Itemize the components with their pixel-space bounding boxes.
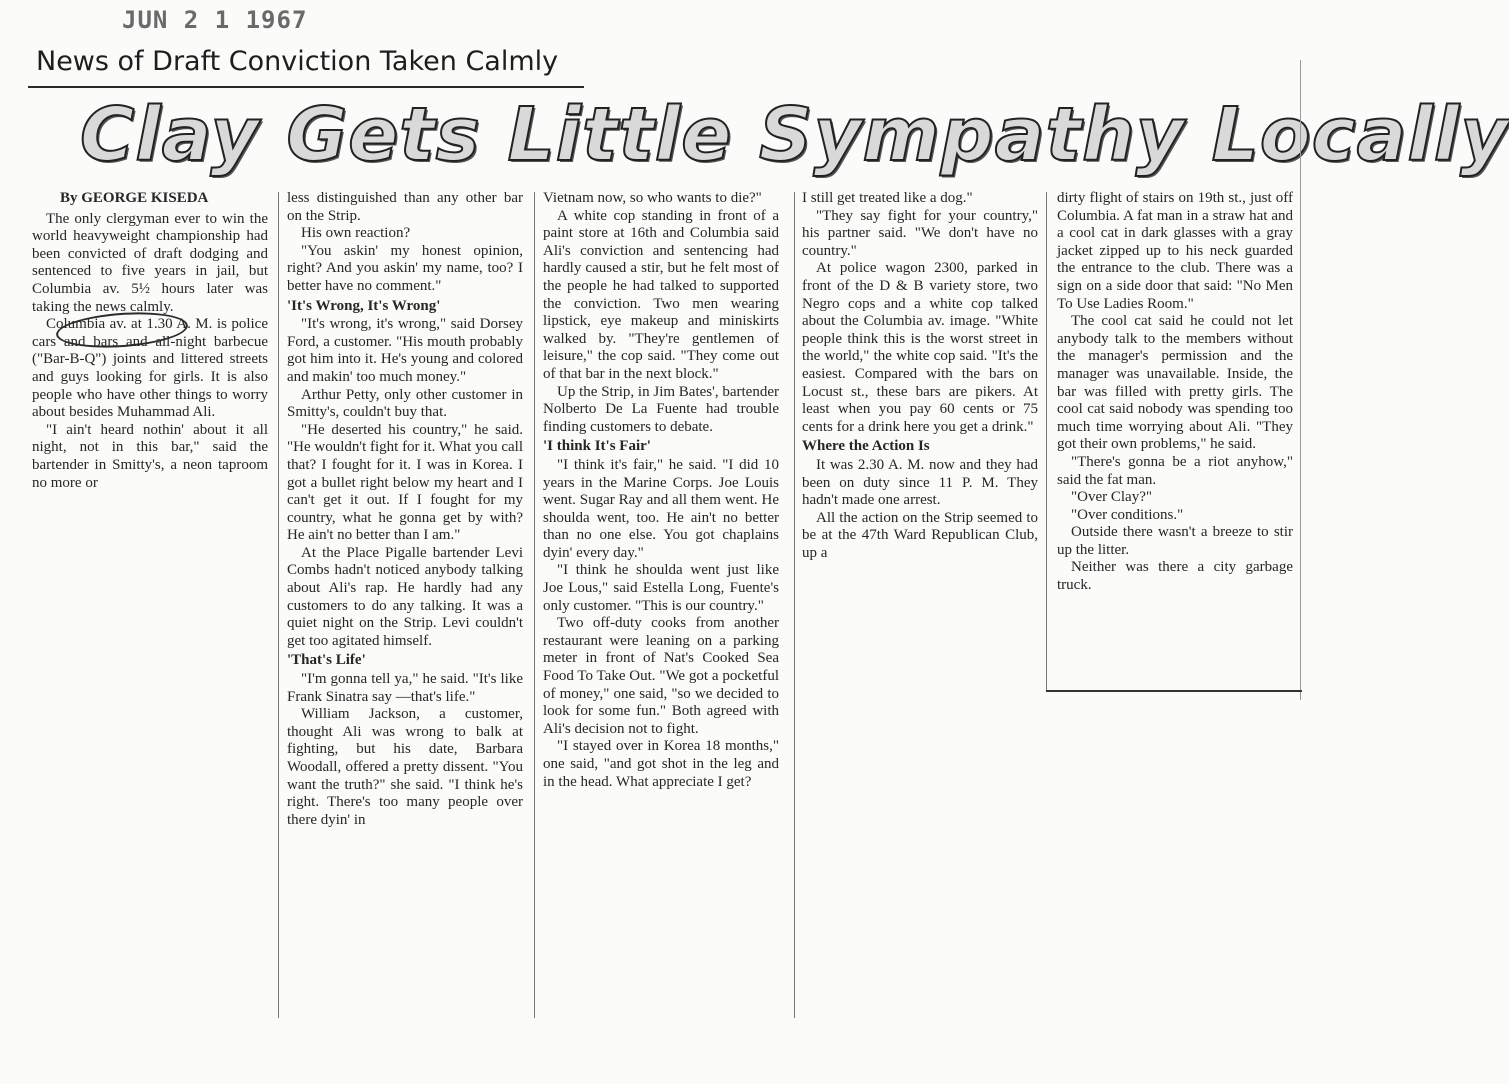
- paragraph: The cool cat said he could not let anybody talk to the members without the manager's permission and the manager was unavailable. Inside, the bar was filled with pretty girls. The cool cat said nobody was spending too much time worrying about Ali. "They got their own problems," he said.: [1057, 313, 1293, 453]
- paragraph: "I ain't heard nothin' about it all night, not in this bar," said the bartender in Smitty's, a neon taproom no more or: [32, 421, 268, 491]
- subhead: Where the Action Is: [802, 438, 930, 455]
- paragraph: "I stayed over in Korea 18 months," one said, "and got shot in the leg and in the head. What appreciate I get?: [543, 738, 779, 790]
- paragraph: "I think he shoulda went just like Joe Lous," said Estella Long, Fuente's only customer. "This is our country.": [543, 562, 779, 614]
- article-end-rule: [1046, 690, 1302, 692]
- paragraph: "They say fight for your country," his partner said. "We don't have no country.": [802, 207, 1038, 259]
- paragraph: "I'm gonna tell ya," he said. "It's like Frank Sinatra say —that's life.": [287, 671, 523, 705]
- paragraph: At police wagon 2300, parked in front of the D & B variety store, two Negro cops and a white cop talked about the Columbia av. image. "White people think this is the worst street in the world," the white cop said. "It's the easiest. Compared with the bars on Locust st., these bars are pikers. At least when you pay 60 cents or 75 cents for a drink here you get a drink.": [802, 260, 1038, 435]
- paragraph: Vietnam now, so who wants to die?": [543, 190, 762, 206]
- paragraph: It was 2.30 A. M. now and they had been on duty since 11 P. M. They hadn't made one arrest.: [802, 456, 1038, 509]
- kicker-headline: News of Draft Conviction Taken Calmly: [36, 46, 559, 77]
- subhead: 'I think It's Fair': [543, 438, 651, 455]
- article-column-4: [802, 190, 1038, 562]
- paragraph: "Over conditions.": [1071, 506, 1184, 523]
- column-rule: [534, 192, 535, 1018]
- paragraph: "It's wrong, it's wrong," said Dorsey Ford, a customer. "His mouth probably got him into it. He's young and colored and makin' too much money.": [287, 316, 523, 385]
- column-rule: [1046, 192, 1047, 690]
- paragraph: Outside there wasn't a breeze to stir up the litter.: [1057, 524, 1293, 558]
- column-rule: [794, 192, 795, 1018]
- article-column-2: [287, 190, 523, 829]
- paragraph: Two off-duty cooks from another restaurant were leaning on a parking meter in front of Nat's Cooked Sea Food To Take Out. "We got a pocketful of money," one said, "so we decided to look for some fun." Both agreed with Ali's decision not to fight.: [543, 615, 779, 737]
- paragraph: William Jackson, a customer, thought Ali was wrong to balk at fighting, but his date, Barbara Woodall, offered a pretty dissent. "You want the truth?" she said. "I think he's right. There's too many people over there dyin' in: [287, 706, 523, 828]
- paragraph: The only clergyman ever to win the world heavyweight championship had been convicted of draft dodging and sentenced to five years in jail, but Columbia av. 5½ hours later was taking the news calmly.: [32, 210, 268, 315]
- paragraph: dirty flight of stairs on 19th st., just off Columbia. A fat man in a straw hat and a cool cat in dark glasses with a gray jacket zipped up to his neck guarded the entrance to the club. There was a sign on a side door that said: "No Men To Use Ladies Room.": [1057, 190, 1293, 312]
- paragraph: "There's gonna be a riot anyhow," said the fat man.: [1057, 453, 1293, 488]
- paragraph: Columbia av. at 1.30 A. M. is police cars and bars and all-night barbecue ("Bar-B-Q") joints and littered streets and guys looking for girls. It is also people who have other things to worry about besides Muhammad Ali.: [32, 316, 268, 421]
- article-column-3: [543, 190, 779, 791]
- paragraph: Up the Strip, in Jim Bates', bartender Nolberto De La Fuente had trouble finding customers to debate.: [543, 383, 779, 435]
- paragraph: Arthur Petty, only other customer in Smitty's, couldn't buy that.: [287, 386, 523, 421]
- kicker-underline: [28, 86, 584, 88]
- article-column-5: [1057, 190, 1293, 595]
- subhead: 'It's Wrong, It's Wrong': [287, 297, 441, 314]
- paragraph: "You askin' my honest opinion, right? And you askin' my name, too? I better have no comment.": [287, 242, 523, 294]
- paragraph: "I think it's fair," he said. "I did 10 years in the Marine Corps. Joe Louis went. Sugar Ray and all them went. He shoulda went, too. He ain't no better than no one else. You got chaplains dyin' every day.": [543, 456, 779, 561]
- byline: By GEORGE KISEDA: [60, 190, 209, 206]
- subhead: 'That's Life': [287, 652, 366, 669]
- paragraph: His own reaction?: [301, 225, 411, 242]
- column-rule: [278, 192, 279, 1018]
- page-edge-line: [1300, 60, 1301, 700]
- paragraph: I still get treated like a dog.": [802, 190, 973, 206]
- paragraph: Neither was there a city garbage truck.: [1057, 559, 1293, 594]
- paragraph: "He deserted his country," he said. "He wouldn't fight for it. What you call that? I fought for it. I was in Korea. I got a bullet right below my heart and I can't get it out. If I fought for my country, what he gonna get by with? He ain't no better than I am.": [287, 421, 524, 544]
- date-stamp: JUN 2 1 1967: [122, 6, 308, 34]
- paragraph: A white cop standing in front of a paint store at 16th and Columbia said Ali's conviction and sentencing had hardly caused a stir, but he felt most of the people he had talked to supported the conviction. Two men wearing lipstick, eye makeup and miniskirts walked by. "They're gentlemen of leisure," the cop said. "They come out of that bar in the next block.": [543, 207, 779, 382]
- main-headline: Clay Gets Little Sympathy Locally: [80, 92, 1509, 178]
- paragraph: All the action on the Strip seemed to be at the 47th Ward Republican Club, up a: [802, 509, 1038, 561]
- paragraph: less distinguished than any other bar on the Strip.: [287, 190, 523, 224]
- paragraph: "Over Clay?": [1071, 489, 1152, 506]
- paragraph: At the Place Pigalle bartender Levi Combs hadn't noticed anybody talking about Ali's rap. He hardly had any customers to do any talking. It was a quiet night on the Strip. Levi couldn't get too agitated himself.: [287, 544, 523, 649]
